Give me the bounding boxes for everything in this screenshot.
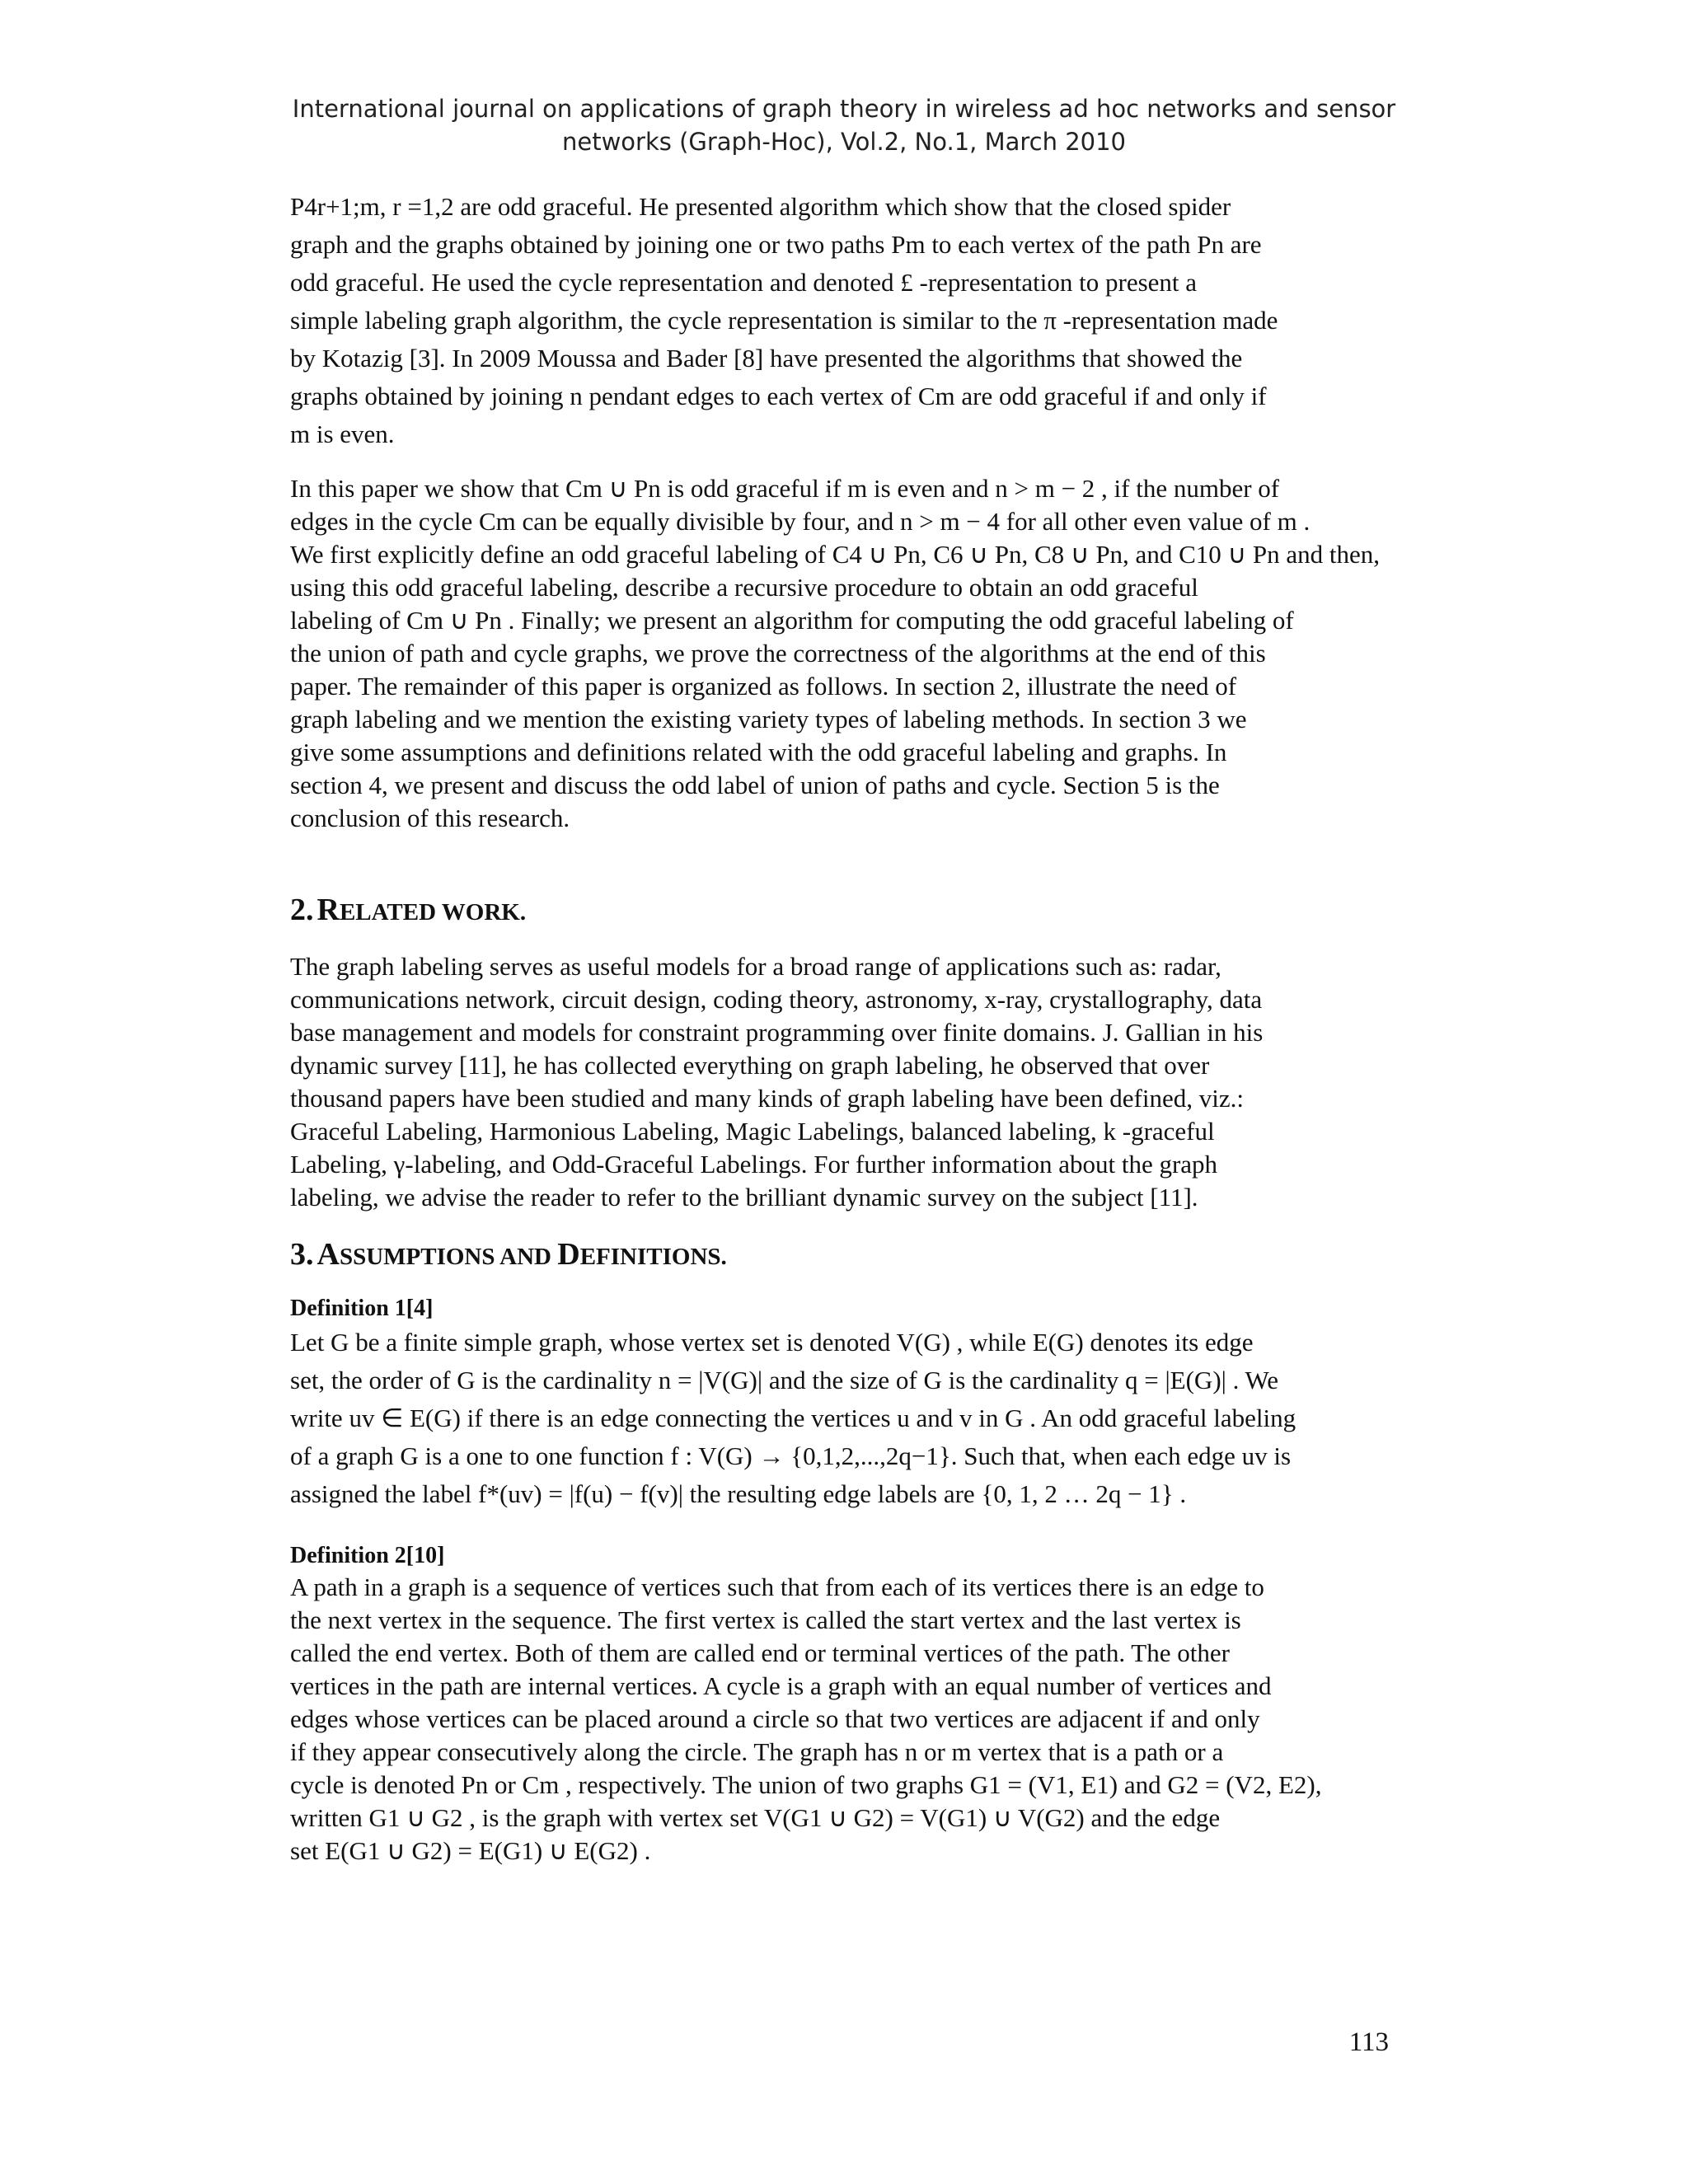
text-line: base management and models for constraint programming over finite domains. J. Gallian in his	[290, 1018, 1264, 1047]
text-line: The graph labeling serves as useful models for a broad range of applications such as: radar,	[290, 952, 1221, 981]
text-line: assigned the label f*(uv) = |f(u) − f(v)| the resulting edge labels are {0, 1, 2 … 2q − 1} .	[290, 1479, 1187, 1508]
section-title-rest: ELATED WORK.	[339, 899, 527, 926]
text-line: Labeling, γ-labeling, and Odd-Graceful Labelings. For further information about the graph	[290, 1150, 1218, 1179]
page-number: 113	[1348, 2027, 1389, 2057]
section-title-initial: A	[316, 1237, 340, 1272]
definition-2-title: Definition 2[10]	[290, 1543, 445, 1568]
definition-2-body	[290, 1571, 1390, 1868]
definition-1-body	[290, 1324, 1390, 1513]
running-header-line-1: International journal on applications of graph theory in wireless ad hoc networks and sensor	[292, 95, 1396, 123]
text-line: by Kotazig [3]. In 2009 Moussa and Bader [8] have presented the algorithms that showed the	[290, 344, 1243, 373]
section-number: 3.	[290, 1237, 314, 1272]
section-heading-related-work	[290, 892, 526, 928]
text-line: m is even.	[290, 419, 395, 448]
running-header	[247, 92, 1441, 158]
text-line: edges in the cycle Cm can be equally divisible by four, and n > m − 4 for all other even value of m .	[290, 507, 1311, 536]
text-line: conclusion of this research.	[290, 804, 570, 832]
text-line: edges whose vertices can be placed around a circle so that two vertices are adjacent if and only	[290, 1704, 1260, 1733]
section-number: 2.	[290, 893, 314, 927]
text-line: A path in a graph is a sequence of vertices such that from each of its vertices there is an edge to	[290, 1572, 1264, 1601]
text-line: simple labeling graph algorithm, the cycle representation is similar to the π -representation made	[290, 306, 1278, 335]
paragraph-this-paper	[290, 472, 1390, 835]
text-line: We first explicitly define an odd graceful labeling of C4 ∪ Pn, C6 ∪ Pn, C8 ∪ Pn, and C10 ∪ Pn and then,	[290, 540, 1381, 569]
text-line: give some assumptions and definitions related with the odd graceful labeling and graphs. In	[290, 738, 1227, 766]
section-heading-assumptions	[290, 1236, 727, 1272]
section-title-initial: D	[557, 1237, 580, 1272]
text-line: set E(G1 ∪ G2) = E(G1) ∪ E(G2) .	[290, 1836, 651, 1865]
section-title-rest: EFINITIONS.	[579, 1244, 727, 1270]
text-line: section 4, we present and discuss the odd label of union of paths and cycle. Section 5 is the	[290, 771, 1220, 799]
text-line: called the end vertex. Both of them are called end or terminal vertices of the path. The other	[290, 1638, 1230, 1667]
paragraph-related-work	[290, 950, 1390, 1214]
text-line: of a graph G is a one to one function f : V(G) → {0,1,2,...,2q−1}. Such that, when each edge uv is	[290, 1441, 1292, 1470]
paragraph-intro-continued	[290, 188, 1390, 453]
running-header-line-2: networks (Graph-Hoc), Vol.2, No.1, March 2010	[561, 128, 1127, 156]
section-title-initial: R	[316, 893, 340, 927]
text-line: communications network, circuit design, coding theory, astronomy, x-ray, crystallography, data	[290, 985, 1263, 1014]
text-line: graph labeling and we mention the existing variety types of labeling methods. In section 3 we	[290, 705, 1247, 733]
text-line: P4r+1;m, r =1,2 are odd graceful. He presented algorithm which show that the closed spider	[290, 192, 1231, 221]
section-title-rest: SSUMPTIONS AND	[339, 1244, 558, 1270]
text-line: graph and the graphs obtained by joining one or two paths Pm to each vertex of the path Pn are	[290, 230, 1262, 259]
text-line: written G1 ∪ G2 , is the graph with vertex set V(G1 ∪ G2) = V(G1) ∪ V(G2) and the edge	[290, 1803, 1221, 1832]
text-line: labeling, we advise the reader to refer to the brilliant dynamic survey on the subject [11].	[290, 1183, 1198, 1212]
text-line: graphs obtained by joining n pendant edges to each vertex of Cm are odd graceful if and only if	[290, 382, 1267, 410]
text-line: Graceful Labeling, Harmonious Labeling, Magic Labelings, balanced labeling, k -graceful	[290, 1117, 1215, 1146]
text-line: if they appear consecutively along the circle. The graph has n or m vertex that is a path or a	[290, 1737, 1224, 1766]
definition-1-title: Definition 1[4]	[290, 1296, 434, 1321]
text-line: vertices in the path are internal vertices. A cycle is a graph with an equal number of vertices and	[290, 1671, 1272, 1700]
text-line: set, the order of G is the cardinality n = |V(G)| and the size of G is the cardinality q = |E(G)| . We	[290, 1366, 1279, 1394]
text-line: dynamic survey [11], he has collected everything on graph labeling, he observed that over	[290, 1051, 1210, 1080]
text-line: cycle is denoted Pn or Cm , respectively. The union of two graphs G1 = (V1, E1) and G2 = (V2, E2),	[290, 1770, 1322, 1799]
text-line: using this odd graceful labeling, describe a recursive procedure to obtain an odd graceful	[290, 573, 1198, 602]
text-line: the next vertex in the sequence. The first vertex is called the start vertex and the last vertex is	[290, 1605, 1241, 1634]
text-line: In this paper we show that Cm ∪ Pn is odd graceful if m is even and n > m − 2 , if the number of	[290, 474, 1280, 503]
text-line: odd graceful. He used the cycle representation and denoted £ -representation to present a	[290, 268, 1198, 297]
text-line: Let G be a finite simple graph, whose vertex set is denoted V(G) , while E(G) denotes its edge	[290, 1328, 1254, 1357]
text-line: the union of path and cycle graphs, we prove the correctness of the algorithms at the end of this	[290, 639, 1266, 668]
text-line: paper. The remainder of this paper is organized as follows. In section 2, illustrate the need of	[290, 672, 1237, 701]
text-line: write uv ∈ E(G) if there is an edge connecting the vertices u and v in G . An odd graceful labeling	[290, 1404, 1296, 1432]
text-line: thousand papers have been studied and many kinds of graph labeling have been defined, viz.:	[290, 1084, 1244, 1113]
text-line: labeling of Cm ∪ Pn . Finally; we present an algorithm for computing the odd graceful labeling of	[290, 606, 1294, 635]
